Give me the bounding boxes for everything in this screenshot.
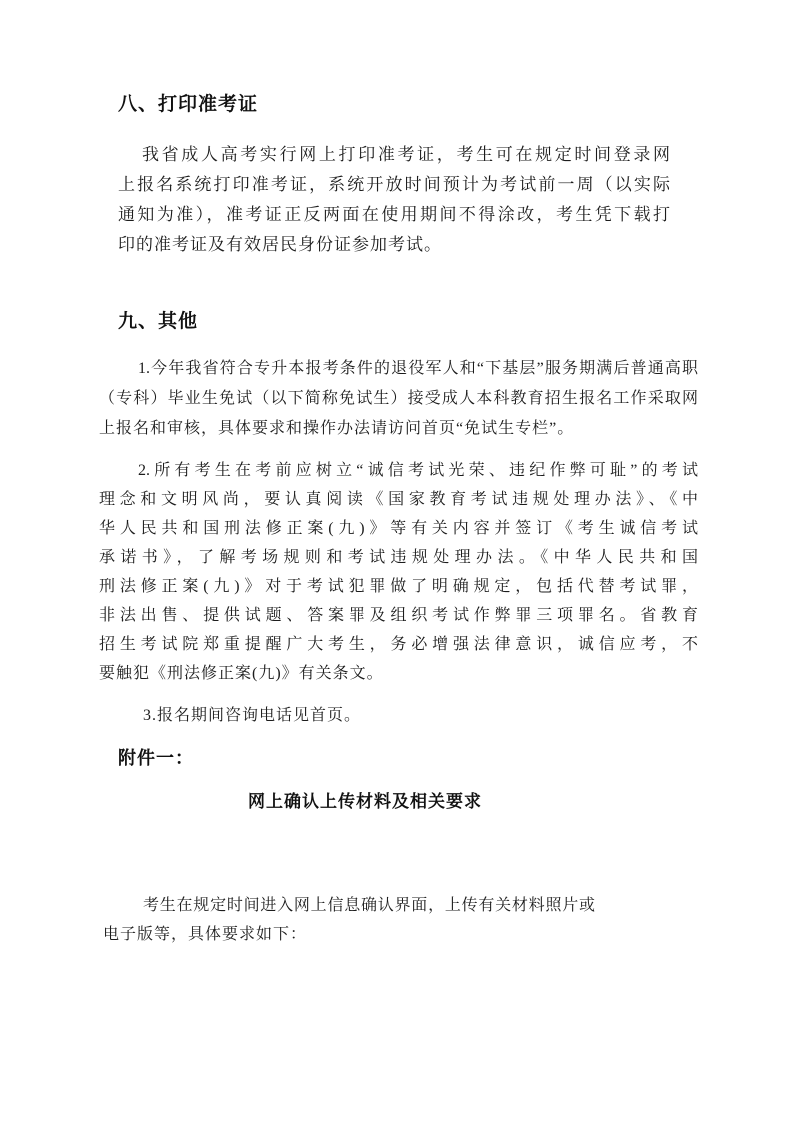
paragraph-line: 我省成人高考实行网上打印准考证，考生可在规定时间登录网 xyxy=(142,145,670,164)
attachment-title: 网上确认上传材料及相关要求 xyxy=(248,792,482,811)
paragraph-line: 2.所有考生在考前应树立“诚信考试光荣、违纪作弊可耻”的考试 xyxy=(138,462,698,479)
section-9-item-1 xyxy=(99,354,698,444)
paragraph-line: 招生考试院郑重提醒广大考生，务必增强法律意识，诚信应考，不 xyxy=(99,636,698,653)
section-8-heading: 八、打印准考证 xyxy=(118,94,259,115)
paragraph-line: 刑法修正案(九)》对于考试犯罪做了明确规定，包括代替考试罪， xyxy=(99,578,698,595)
paragraph-line: 印的准考证及有效居民身份证参加考试。 xyxy=(118,235,442,254)
section-9-heading: 九、其他 xyxy=(118,311,199,332)
paragraph-line: 上报名系统打印准考证，系统开放时间预计为考试前一周（以实际 xyxy=(118,175,670,194)
section-9-item-2 xyxy=(99,456,698,688)
paragraph-line: 承诺书》，了解考场规则和考试违规处理办法。《中华人民共和国 xyxy=(99,549,698,566)
attachment-label: 附件一： xyxy=(118,748,194,768)
paragraph-line: 上报名和审核，具体要求和操作办法请访问首页“免试生专栏”。 xyxy=(99,420,575,437)
paragraph-line: （专科）毕业生免试（以下简称免试生）接受成人本科教育招生报名工作采取网 xyxy=(99,390,698,407)
section-9-item-3 xyxy=(99,701,698,731)
paragraph-line: 考生在规定时间进入网上信息确认界面，上传有关材料照片或 xyxy=(143,897,595,914)
paragraph-line: 电子版等，具体要求如下： xyxy=(103,926,308,943)
paragraph-line: 非法出售、提供试题、答案罪及组织考试作弊罪三项罪名。省教育 xyxy=(99,607,698,624)
paragraph-line: 华人民共和国刑法修正案(九)》等有关内容并签订《考生诚信考试 xyxy=(99,520,698,537)
paragraph-line: 1.今年我省符合专升本报考条件的退役军人和“下基层”服务期满后普通高职 xyxy=(138,360,698,377)
attachment-intro-paragraph xyxy=(103,891,595,949)
paragraph-line: 理念和文明风尚，要认真阅读《国家教育考试违规处理办法》、《中 xyxy=(99,491,698,508)
paragraph-line: 3.报名期间咨询电话见首页。 xyxy=(143,707,362,724)
paragraph-line: 要触犯《刑法修正案(九)》有关条文。 xyxy=(99,665,384,682)
paragraph-line: 通知为准），准考证正反两面在使用期间不得涂改，考生凭下载打 xyxy=(118,205,670,224)
section-8-paragraph xyxy=(118,140,670,260)
